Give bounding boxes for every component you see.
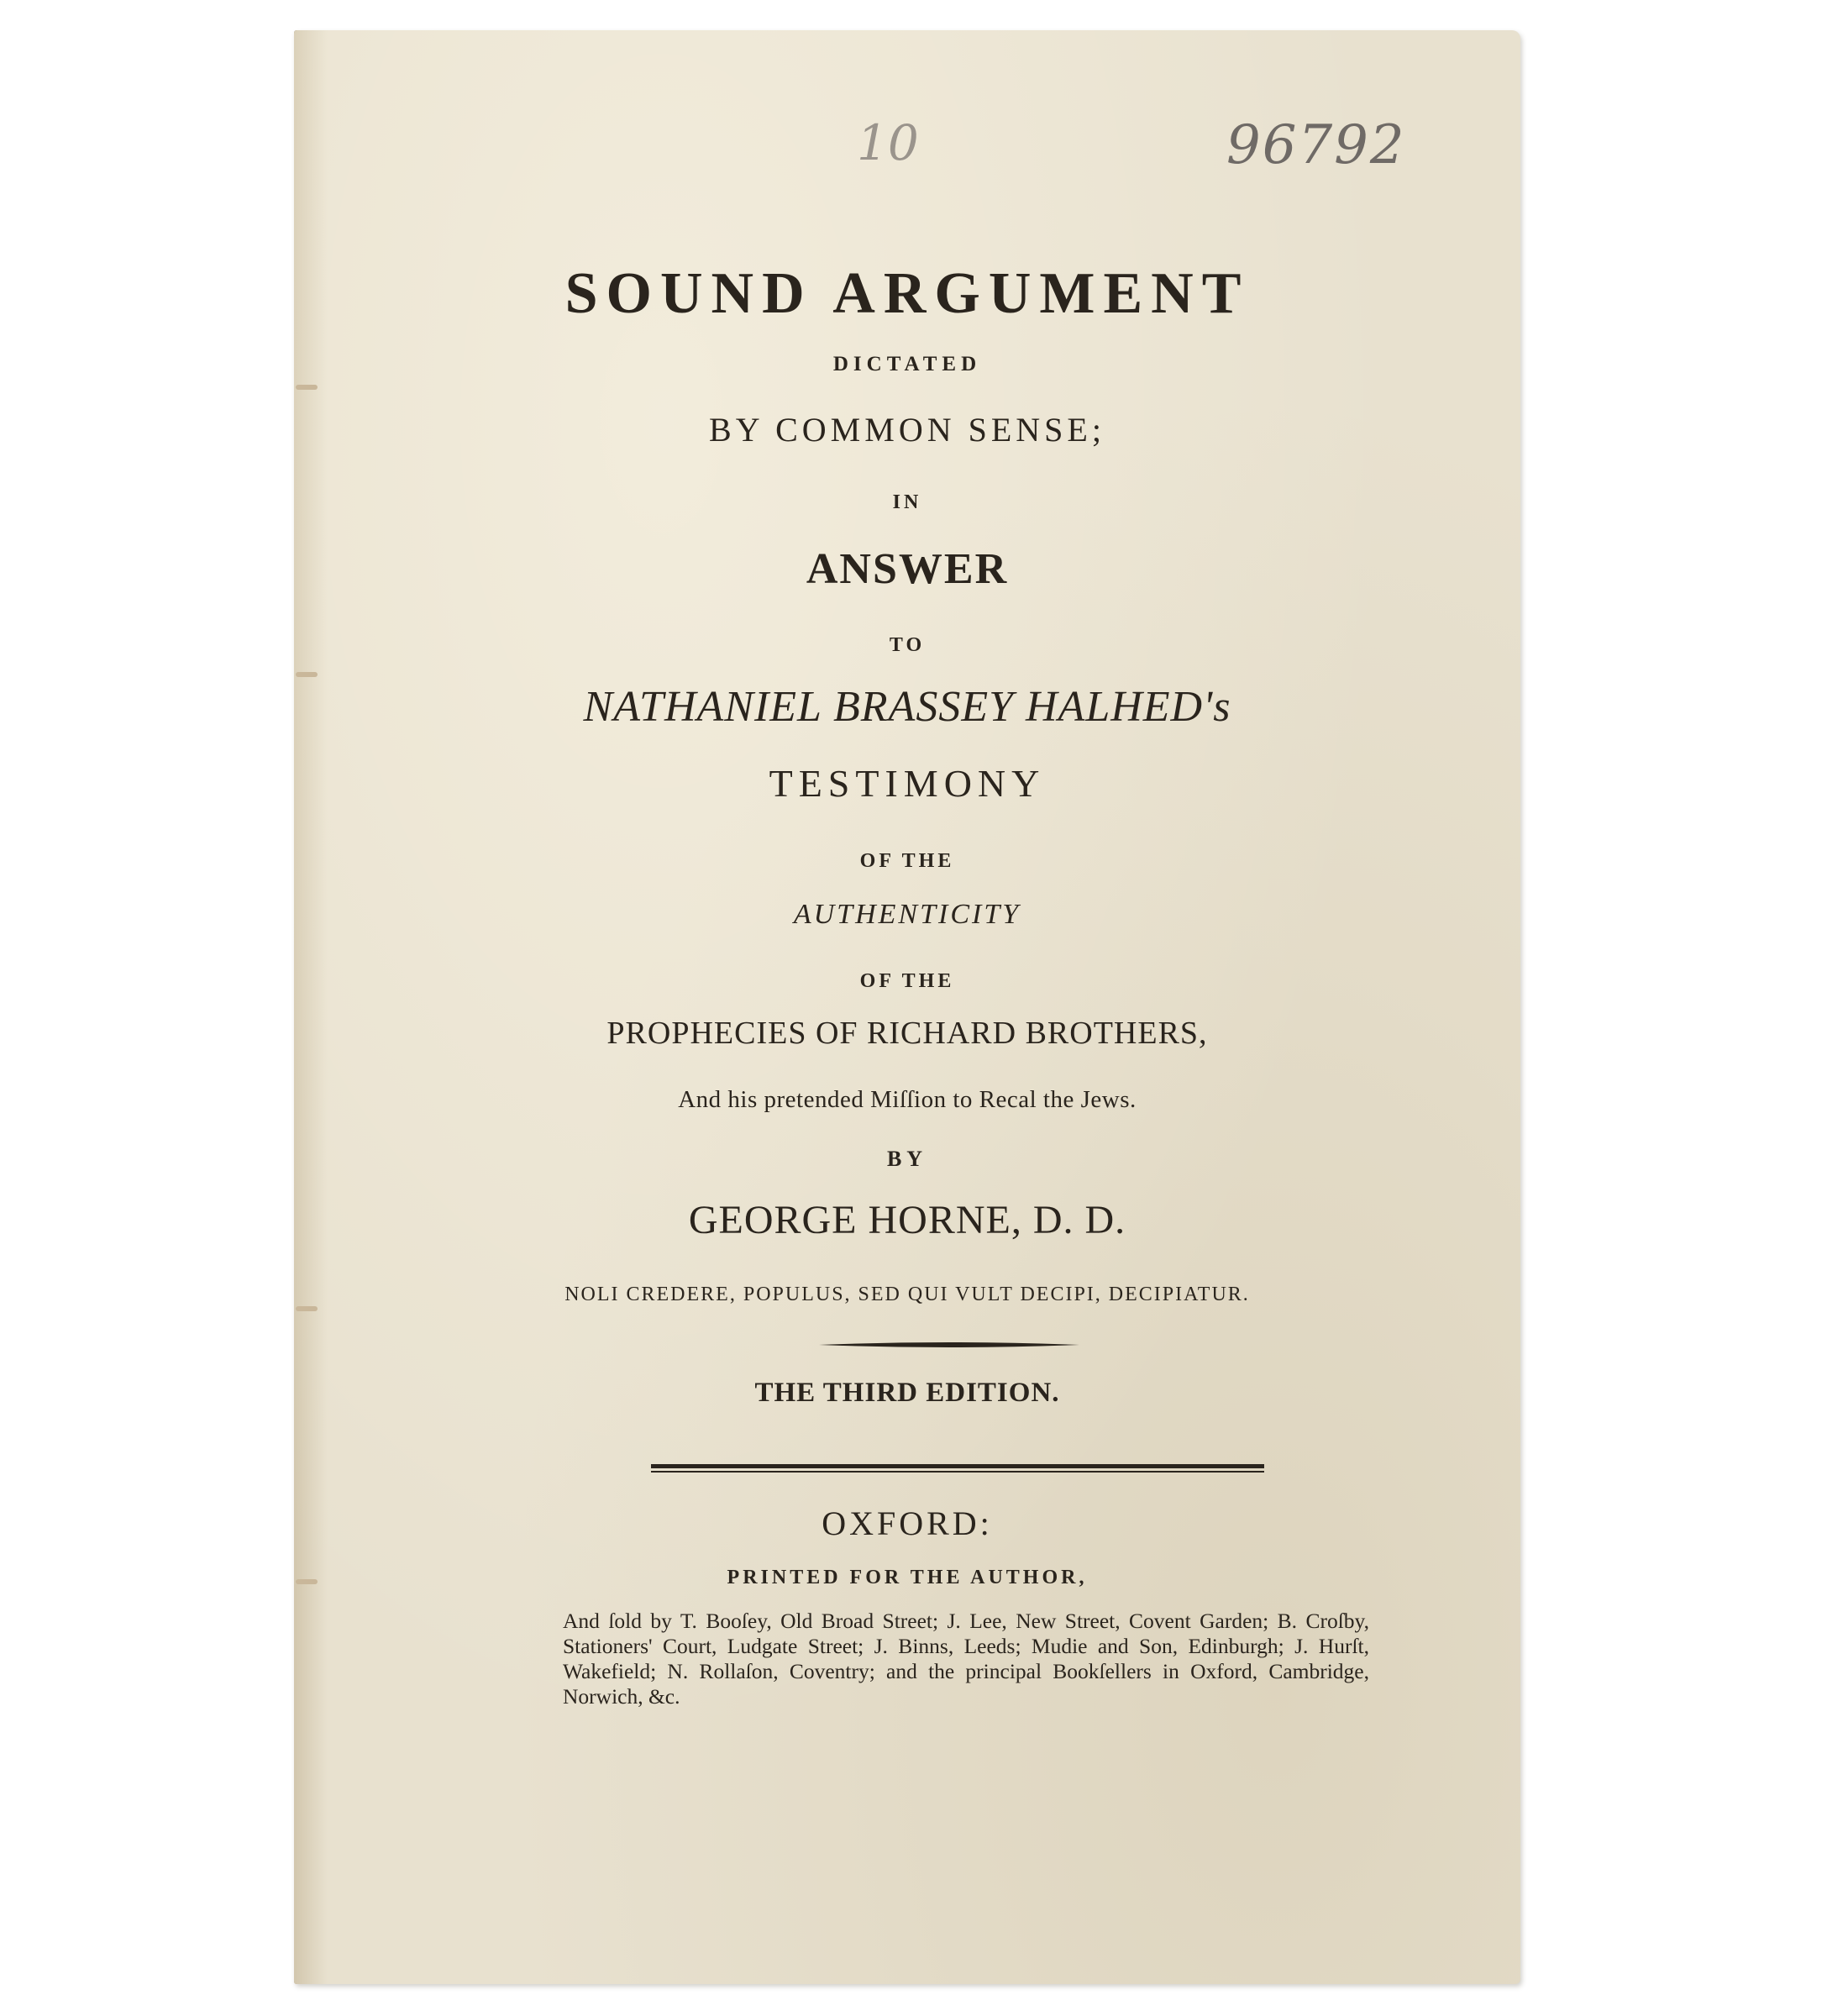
title-main: SOUND ARGUMENT: [564, 261, 1250, 326]
binding-stitch: [296, 672, 318, 677]
binding-stitch: [296, 385, 318, 390]
swelled-rule-divider: [819, 1341, 1079, 1348]
imprint-sellers: And ſold by T. Booſey, Old Broad Street; J. Lee, New Street, Covent Garden; B. Croſby, Stationers' Court, Ludgate Street; J. Binns, Leeds; Mudie and Son, Edinburgh; J. Hurſt, Wakefield; N. Rollaſon, Coventry; and the principal Bookſellers in Oxford, Cambridge, Norwich, &c.: [563, 1609, 1369, 1709]
title-in: IN: [892, 491, 922, 513]
imprint-printed-for: PRINTED FOR THE AUTHOR,: [727, 1567, 1088, 1588]
title-halhed: NATHANIEL BRASSEY HALHED's: [583, 683, 1231, 731]
handwritten-catalogue-number: 96792: [1226, 114, 1406, 176]
handwritten-shelf-mark: 10: [857, 114, 919, 171]
title-by: BY: [886, 1147, 928, 1171]
title-mission: And his pretended Miſſion to Recal the Jews.: [678, 1086, 1137, 1113]
double-rule-divider: [651, 1463, 1264, 1475]
title-dictated: DICTATED: [832, 353, 982, 375]
title-of-the-second: OF THE: [859, 970, 955, 992]
title-motto: NOLI CREDERE, POPULUS, SED QUI VULT DECIPI, DECIPIATUR.: [564, 1284, 1250, 1305]
title-answer: ANSWER: [806, 545, 1009, 593]
imprint-place: OXFORD:: [822, 1504, 993, 1542]
title-common-sense: BY COMMON SENSE;: [709, 411, 1105, 449]
title-authenticity: AUTHENTICITY: [793, 899, 1021, 930]
binding-stitch: [296, 1306, 318, 1311]
title-to: TO: [889, 634, 926, 656]
title-author: GEORGE HORNE, D. D.: [688, 1198, 1126, 1242]
title-testimony: TESTIMONY: [769, 762, 1046, 805]
title-prophecies: PROPHECIES OF RICHARD BROTHERS,: [606, 1016, 1208, 1051]
title-of-the-first: OF THE: [859, 850, 955, 872]
title-edition: THE THIRD EDITION.: [754, 1378, 1060, 1408]
